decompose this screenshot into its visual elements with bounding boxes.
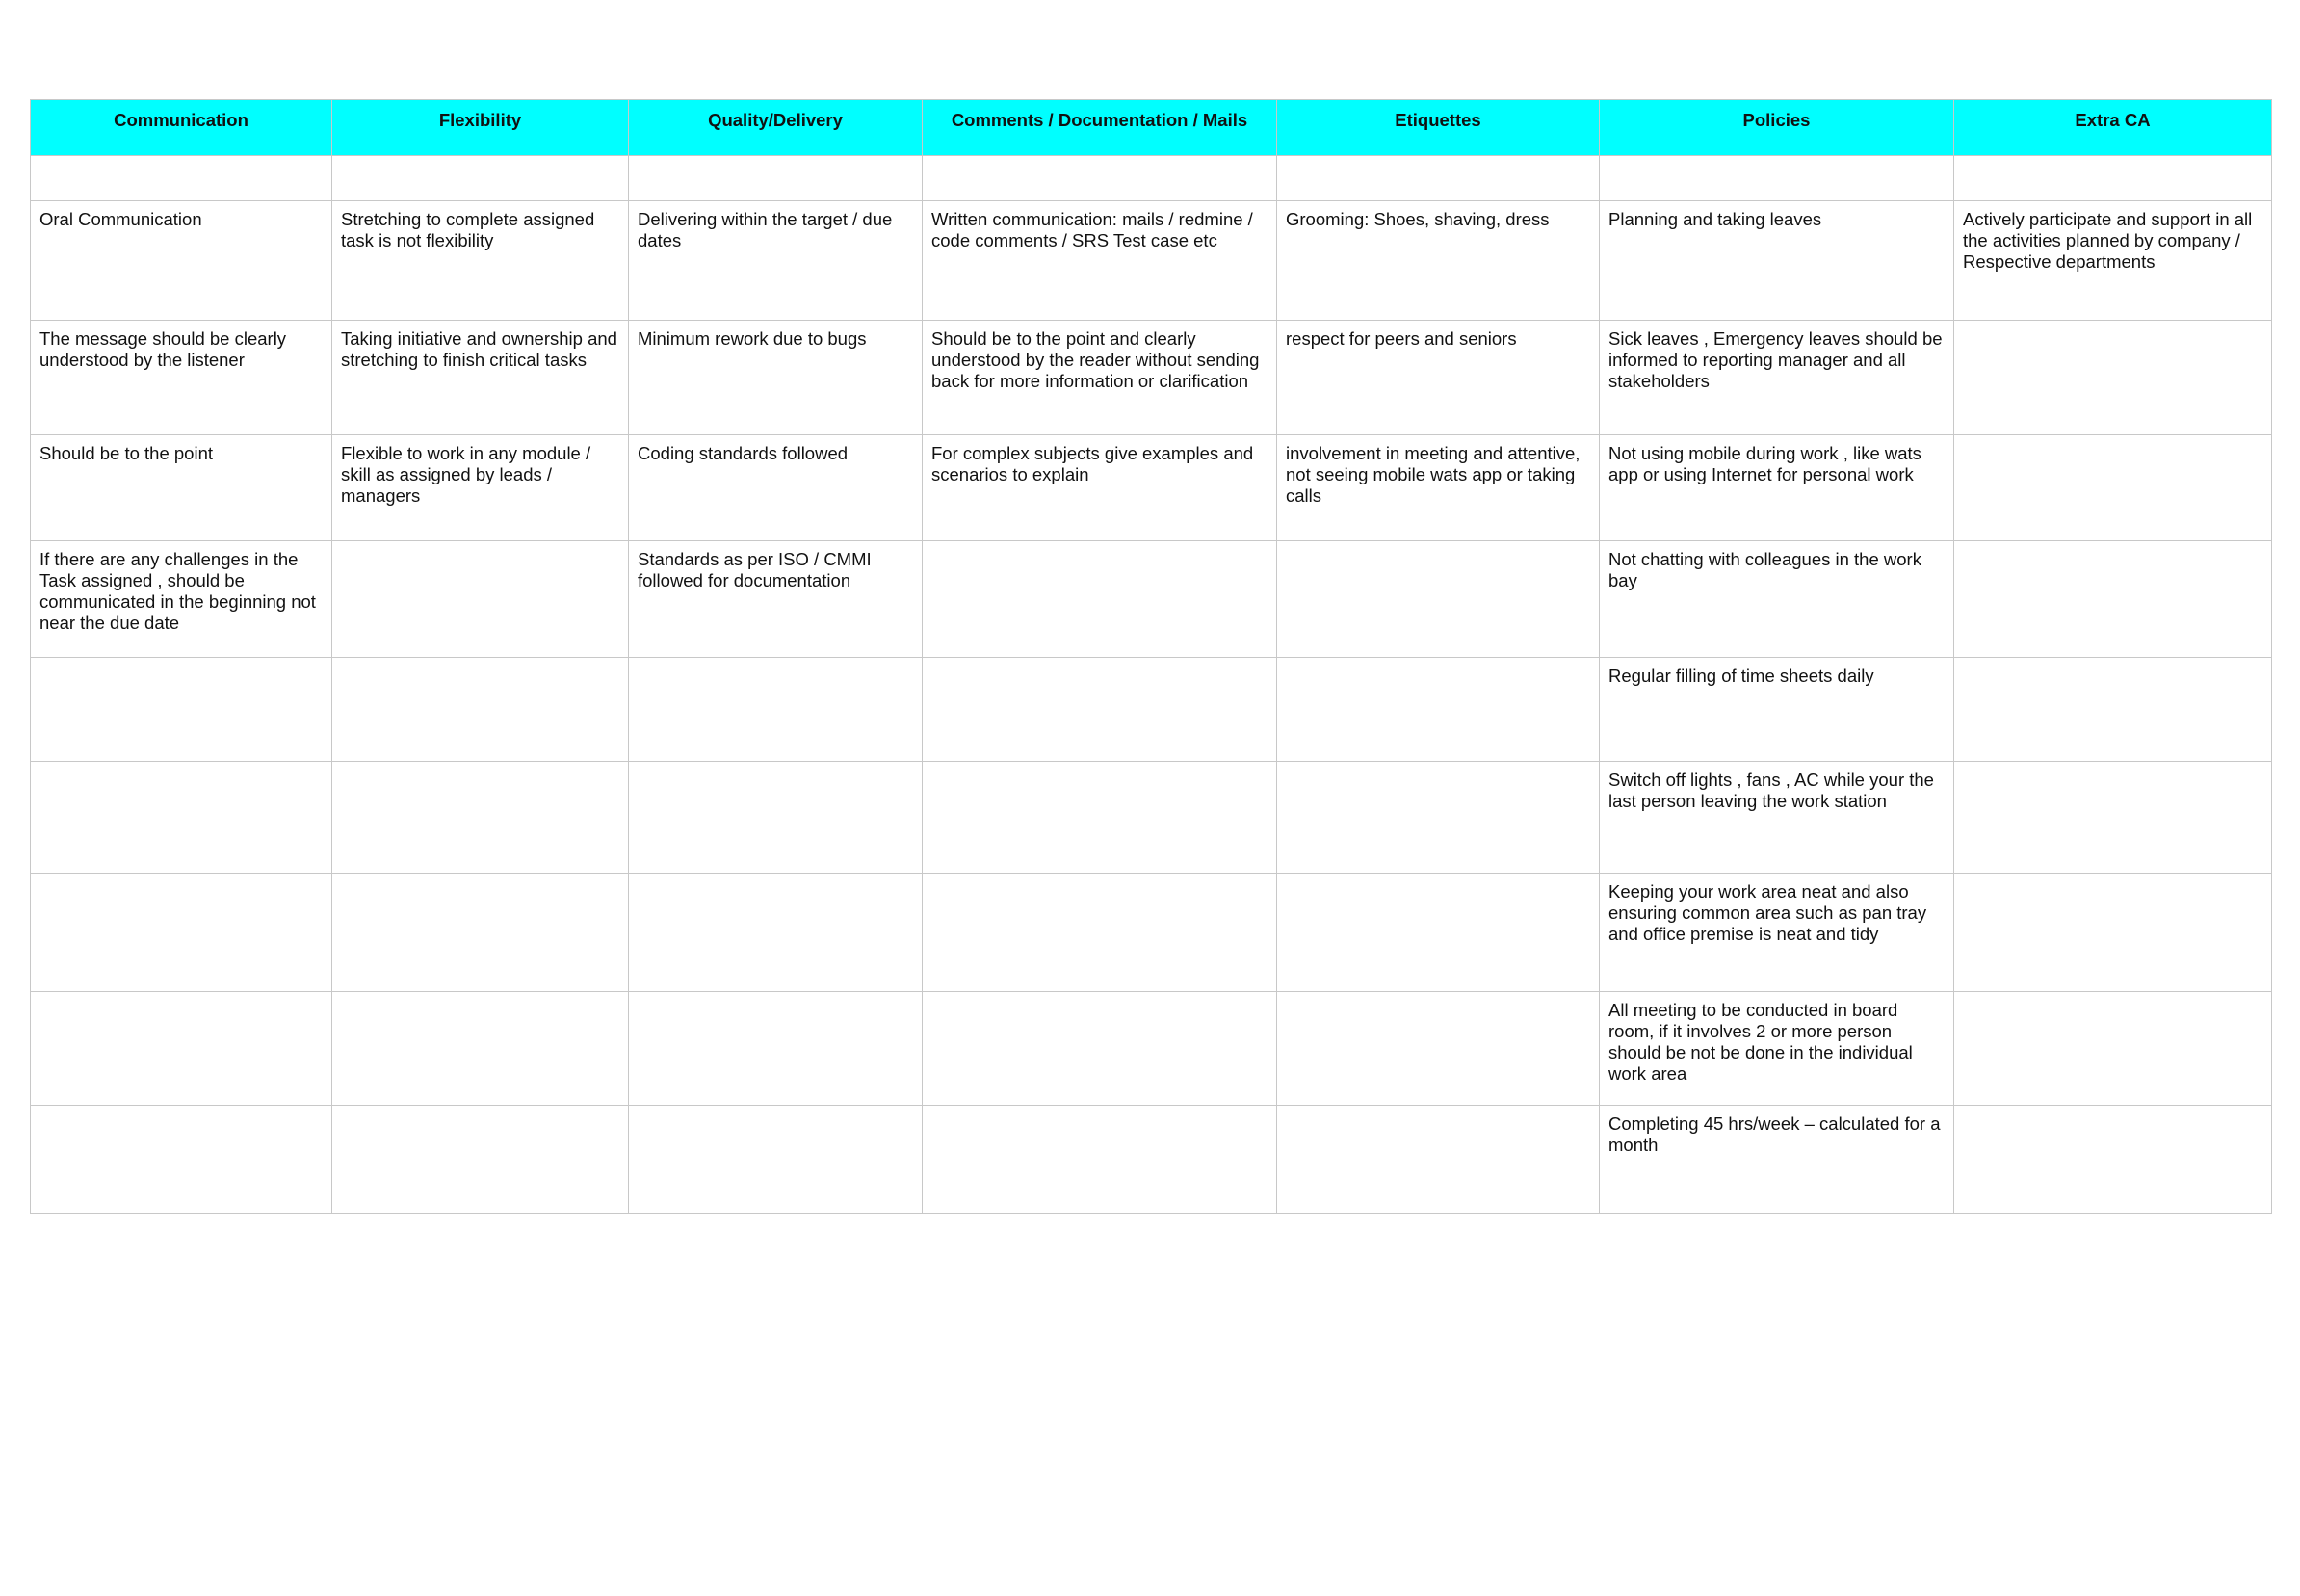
table-cell: Switch off lights , fans , AC while your the last person leaving the work station [1600, 762, 1954, 874]
table-cell: Should be to the point [31, 435, 332, 541]
table-cell [629, 1106, 923, 1214]
table-cell: Sick leaves , Emergency leaves should be informed to reporting manager and all stakeholders [1600, 321, 1954, 435]
table-cell [1277, 874, 1600, 992]
table-cell: The message should be clearly understood by the listener [31, 321, 332, 435]
header-cell: Flexibility [332, 100, 629, 156]
table-cell: Completing 45 hrs/week – calculated for a month [1600, 1106, 1954, 1214]
table-row [31, 1106, 2272, 1214]
table-cell [629, 992, 923, 1106]
table-cell [332, 658, 629, 762]
table-cell [1277, 156, 1600, 201]
table-cell: involvement in meeting and attentive, not seeing mobile wats app or taking calls [1277, 435, 1600, 541]
table-cell: respect for peers and seniors [1277, 321, 1600, 435]
table-cell: All meeting to be conducted in board room, if it involves 2 or more person should be not be done in the individual work area [1600, 992, 1954, 1106]
table-cell: For complex subjects give examples and scenarios to explain [923, 435, 1277, 541]
table-cell [629, 658, 923, 762]
table-cell [923, 762, 1277, 874]
header-cell: Policies [1600, 100, 1954, 156]
table-cell: If there are any challenges in the Task assigned , should be communicated in the beginning not near the due date [31, 541, 332, 658]
table-header [31, 100, 2272, 156]
table-cell [1277, 541, 1600, 658]
table-cell [332, 874, 629, 992]
table-cell: Oral Communication [31, 201, 332, 321]
table-cell: Grooming: Shoes, shaving, dress [1277, 201, 1600, 321]
table-cell: Delivering within the target / due dates [629, 201, 923, 321]
table-cell: Should be to the point and clearly understood by the reader without sending back for more information or clarification [923, 321, 1277, 435]
table-cell: Stretching to complete assigned task is not flexibility [332, 201, 629, 321]
table-row [31, 992, 2272, 1106]
table-cell: Written communication: mails / redmine / code comments / SRS Test case etc [923, 201, 1277, 321]
table-cell [332, 156, 629, 201]
table-cell [1954, 658, 2272, 762]
table-row [31, 762, 2272, 874]
header-cell: Quality/Delivery [629, 100, 923, 156]
table-cell [629, 762, 923, 874]
table-cell [1954, 874, 2272, 992]
header-cell: Etiquettes [1277, 100, 1600, 156]
table-cell [923, 874, 1277, 992]
table-row [31, 658, 2272, 762]
table-cell [332, 762, 629, 874]
table-cell [31, 1106, 332, 1214]
table-cell [31, 874, 332, 992]
table-cell [1277, 1106, 1600, 1214]
table-cell [1954, 156, 2272, 201]
table-cell [629, 156, 923, 201]
header-cell: Comments / Documentation / Mails [923, 100, 1277, 156]
table-cell: Regular filling of time sheets daily [1600, 658, 1954, 762]
table-cell [1954, 992, 2272, 1106]
table-cell: Flexible to work in any module / skill as assigned by leads / managers [332, 435, 629, 541]
table-cell [332, 992, 629, 1106]
table-cell [332, 541, 629, 658]
table-cell [923, 156, 1277, 201]
table-row [31, 541, 2272, 658]
table-row [31, 321, 2272, 435]
table-cell [1954, 435, 2272, 541]
table-cell [31, 658, 332, 762]
table-cell [1954, 1106, 2272, 1214]
table-cell [923, 1106, 1277, 1214]
table-cell [1954, 321, 2272, 435]
table-cell: Standards as per ISO / CMMI followed for documentation [629, 541, 923, 658]
table-row [31, 874, 2272, 992]
header-cell: Extra CA [1954, 100, 2272, 156]
table-cell [332, 1106, 629, 1214]
table-cell [31, 992, 332, 1106]
table-cell [1954, 541, 2272, 658]
table-cell [31, 762, 332, 874]
table-row [31, 156, 2272, 201]
table-cell [923, 658, 1277, 762]
table-cell: Coding standards followed [629, 435, 923, 541]
header-row [31, 100, 2272, 156]
table-body [31, 156, 2272, 1214]
table-cell: Minimum rework due to bugs [629, 321, 923, 435]
table-cell [923, 541, 1277, 658]
table-cell [1277, 762, 1600, 874]
table-cell: Keeping your work area neat and also ensuring common area such as pan tray and office premise is neat and tidy [1600, 874, 1954, 992]
table-cell [31, 156, 332, 201]
table-row [31, 435, 2272, 541]
table-cell: Not chatting with colleagues in the work bay [1600, 541, 1954, 658]
table-cell [1954, 762, 2272, 874]
table-cell [1277, 992, 1600, 1106]
table-cell [629, 874, 923, 992]
header-cell: Communication [31, 100, 332, 156]
table-cell [923, 992, 1277, 1106]
table-cell: Planning and taking leaves [1600, 201, 1954, 321]
table-cell [1600, 156, 1954, 201]
table-cell [1277, 658, 1600, 762]
table-cell: Actively participate and support in all the activities planned by company / Respective departments [1954, 201, 2272, 321]
table-row [31, 201, 2272, 321]
table-cell: Taking initiative and ownership and stretching to finish critical tasks [332, 321, 629, 435]
table-cell: Not using mobile during work , like wats app or using Internet for personal work [1600, 435, 1954, 541]
guidelines-table [30, 99, 2272, 1214]
